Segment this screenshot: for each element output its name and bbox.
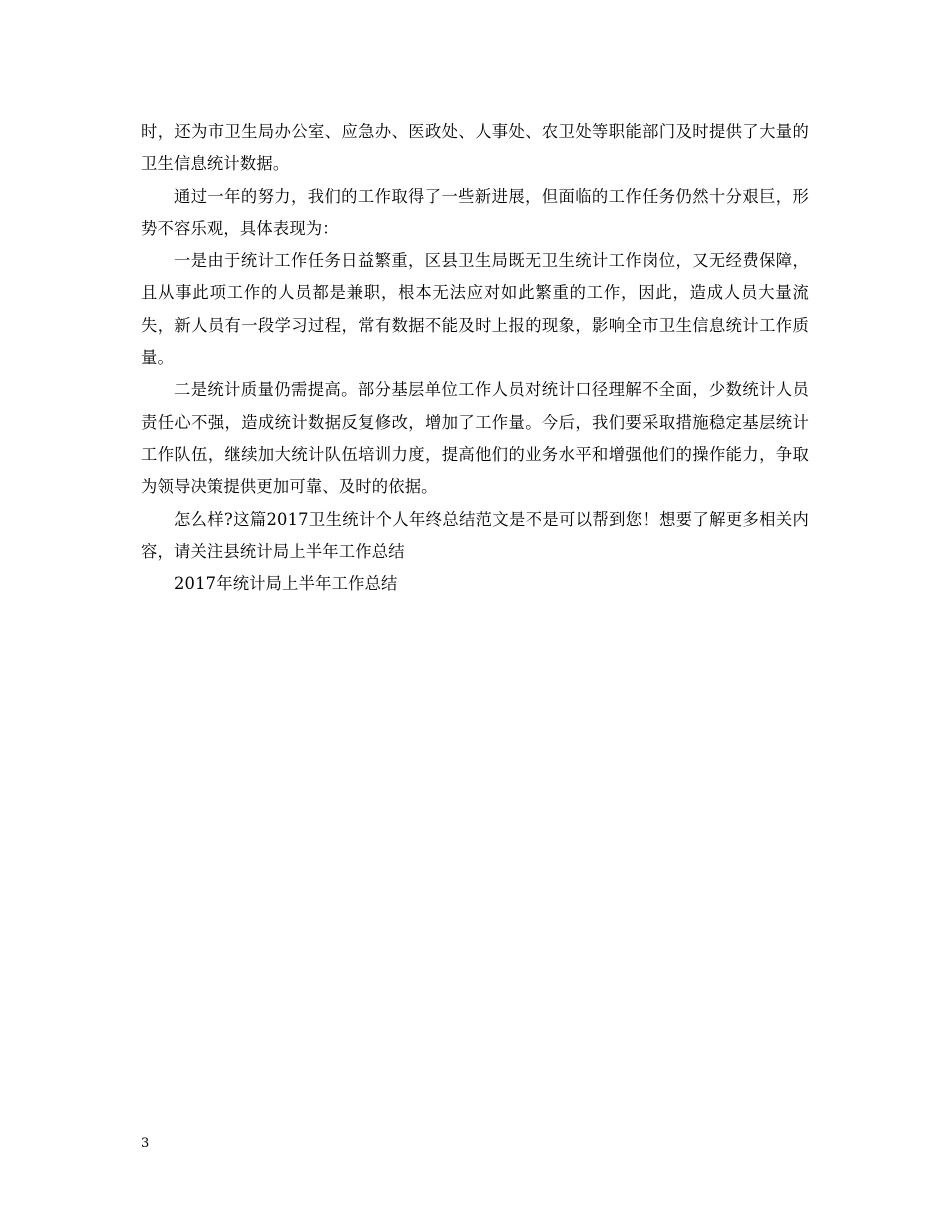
paragraph-4: 二是统计质量仍需提高。部分基层单位工作人员对统计口径理解不全面，少数统计人员责任心不强，造成统计数据反复修改，增加了工作量。今后，我们要采取措施稳定基层统计工作队伍，继续加大统计队伍培训力度，提高他们的业务水平和增强他们的操作能力，争取为领导决策提供更加可靠、及时的依据。 xyxy=(141,380,809,497)
paragraph-3: 一是由于统计工作任务日益繁重，区县卫生局既无卫生统计工作岗位，又无经费保障，且从事此项工作的人员都是兼职，根本无法应对如此繁重的工作，因此，造成人员大量流失，新人员有一段学习过程，常有数据不能及时上报的现象，影响全市卫生信息统计工作质量。 xyxy=(141,251,809,368)
paragraph-5: 怎么样?这篇2017卫生统计个人年终总结范文是不是可以帮到您！想要了解更多相关内容，请关注县统计局上半年工作总结 xyxy=(141,509,809,561)
document-body xyxy=(141,116,809,600)
paragraph-6-link-title: 2017年统计局上半年工作总结 xyxy=(174,574,398,594)
paragraph-2: 通过一年的努力，我们的工作取得了一些新进展，但面临的工作任务仍然十分艰巨，形势不容乐观，具体表现为： xyxy=(141,186,809,238)
paragraph-1: 时，还为市卫生局办公室、应急办、医政处、人事处、农卫处等职能部门及时提供了大量的卫生信息统计数据。 xyxy=(141,122,809,174)
page-number: 3 xyxy=(141,1136,150,1151)
